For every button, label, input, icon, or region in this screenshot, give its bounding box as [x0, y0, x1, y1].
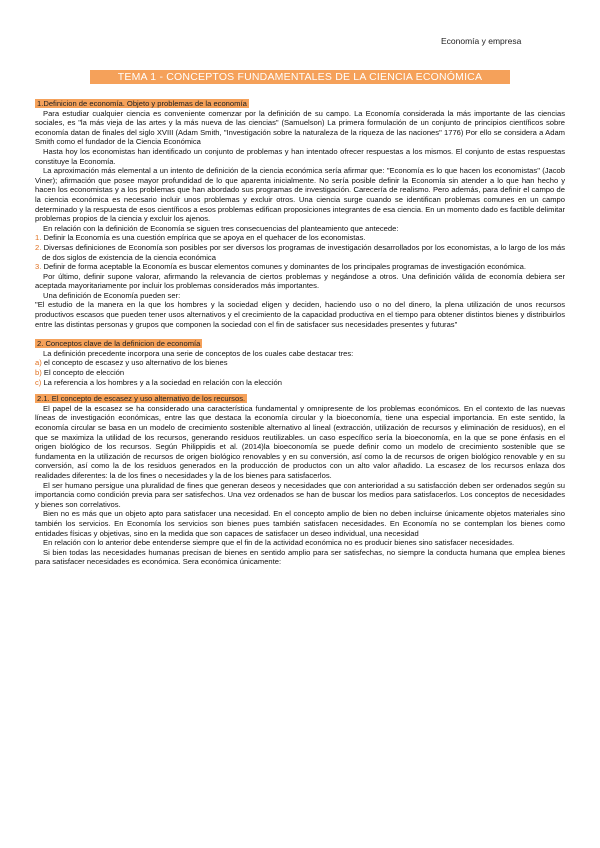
list-item: c) La referencia a los hombres y a la sociedad en relación con la elección — [35, 377, 282, 387]
paragraph: La aproximación más elemental a un intento de definición de la ciencia económica sería afirmar que: "Economía es lo que hacen los economistas" (Jacob Viner); afirmación que posee mayor profundidad de lo que aparenta inicialmente. No sería posible definir la Economía sin atender a lo que han hecho y hacen los economistas y a los problemas que han abordado sus programas de investigación. Carecería de realismo. Pero además, para definir el campo de la ciencia económica es necesario incluir unos problemas y excluir otros. Una ciencia surge cuando se identifican problemas comunes en un campo determinado y la respuesta de esos científicos a esos problemas edifican proposiciones integrantes de esa ciencia. En un momento dado es factible delimitar problemas propios de la ciencia y excluir los ajenos. — [35, 166, 565, 224]
section-2-1-heading: 2.1. El concepto de escasez y uso alternativo de los recursos. — [37, 394, 246, 404]
section-1-heading: 1.Definicion de economía. Objeto y problemas de la economía — [37, 99, 247, 108]
list-item: b) El concepto de elección — [35, 368, 125, 378]
document-body — [35, 99, 565, 567]
section-2-heading: 2. Conceptos clave de la definicion de economía — [37, 339, 201, 349]
paragraph: Hasta hoy los economistas han identificado un conjunto de problemas y han intentado ofrecer respuestas a los mismos. El conjunto de estas respuestas constituye la Economía. — [35, 146, 565, 166]
subject-header: Economía y empresa — [441, 36, 522, 46]
list-item: 1. Definir la Economía es una cuestión empírica que se apoya en el quehacer de los economistas. — [35, 233, 366, 243]
paragraph: En relación con la definición de Economía se siguen tres consecuencias del planteamiento que antecede: — [43, 223, 399, 233]
list-item: 2. Diversas definiciones de Economía son posibles por ser diversos los programas de investigación desarrollados por los economistas, a lo largo de los más de dos siglos de existencia de la ciencia económica — [35, 242, 565, 262]
paragraph: El ser humano persigue una pluralidad de fines que generan deseos y necesidades que con anterioridad a su satisfacción deben ser ordenados según su importancia como condición previa para ser satisfechos. Una vez ordenados se han de buscar los medios para satisfacerlos. Los conceptos de necesidades y bienes son correlativos. — [35, 480, 565, 509]
paragraph: En relación con lo anterior debe entenderse siempre que el fin de la actividad económica no es producir bienes sino satisfacer necesidades. — [43, 538, 515, 548]
paragraph: Bien no es más que un objeto apto para satisfacer una necesidad. En el concepto amplio de bien no deben incluirse únicamente objetos materiales sino también los servicios. En Economía los servicios son bienes pues también satisfacen necesidades. En Economía no se contemplan los bienes como entidades físicas y objetivas, sino en la medida que son capaces de satisfacer un deseo individual, una necesidad — [35, 509, 565, 538]
paragraph: Para estudiar cualquier ciencia es conveniente comenzar por la definición de su campo. La Economía considerada la más importante de las ciencias sociales, es "la más vieja de las artes y la más nueva de las ciencias" (Samuelson) La primera formulación de un conjunto de principios científicos sobre economía datan de finales del siglo XVIII (Adam Smith, "Investigación sobre la naturaleza de la riqueza de las naciones" 1776) Por ello se considera a Adam Smith como el fundador de la Ciencia Económica — [35, 108, 565, 147]
paragraph: Por último, definir supone valorar, afirmando la relevancia de ciertos problemas y negándose a otros. Una definición válida de economía debiera ser aceptada mayoritariamente por incluir los problemas considerados más importantes. — [35, 271, 565, 291]
paragraph: El papel de la escasez se ha considerado una característica fundamental y omnipresente de los problemas económicos. En el contexto de las nuevas líneas de investigación económicas, entre las que destaca la economía circular y la bioeconomía, tiene una especial importancia. En este sentido, la economía circular se basa en un modelo de crecimiento sostenible alternativo al lineal (extracción, utilización de recursos y eliminación de residuos), en el que se maximiza la utilidad de los recursos, generando residuos reutilizables. un caso específico sería la bioeconomía, en la que se pone énfasis en el origen biológico de los recursos. Según Philippidis et al. (2014)la bioeconomía se puede definir como un modelo de crecimiento sostenible que se fundamenta en la utilización de recursos de origen biológico renovables y en su conversión, así como la de recursos de origen biológico renovable y en su conversión, así como la de los residuos generados en la producción de productos con un alto valor añadido. La escasez de los recursos enlaza dos realidades diferentes: la de los fines o necesidades y la de los bienes para satisfacerlos. — [35, 403, 565, 480]
definition-quote: "El estudio de la manera en la que los hombres y la sociedad eligen y deciden, haciendo uso o no del dinero, la plena utilización de unos recursos productivos escasos que pueden tener usos alternativos y el crecimiento de la capacidad productiva en el tiempo para obtener distintos bienes y distribuirlos entre las distintas personas y grupos que componen la sociedad con el fin de satisfacer sus necesidades presentes y futuras" — [35, 300, 565, 329]
page-title: TEMA 1 - CONCEPTOS FUNDAMENTALES DE LA CIENCIA ECONÓMICA — [90, 70, 510, 84]
paragraph: Si bien todas las necesidades humanas precisan de bienes en sentido amplio para ser satisfechas, no siempre la conducta humana que emplea bienes para satisfacer necesidades es económica. Sera económica únicamente: — [35, 547, 565, 567]
list-item: 3. Definir de forma aceptable la Economía es buscar elementos comunes y dominantes de los principales programas de investigación económica. — [35, 262, 526, 272]
paragraph: Una definición de Economía pueden ser: — [43, 290, 181, 300]
paragraph: La definición precedente incorpora una serie de conceptos de los cuales cabe destacar tres: — [43, 348, 354, 358]
list-item: a) el concepto de escasez y uso alternativo de los bienes — [35, 358, 228, 368]
